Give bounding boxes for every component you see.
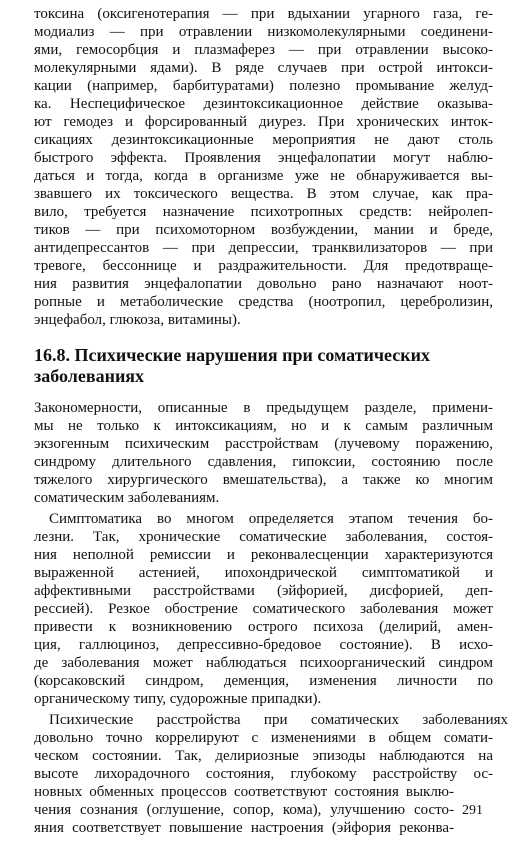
text-line: выраженной астенией, ипохондрической симптоматикой и bbox=[34, 565, 493, 581]
text-line: органическому типу, судорожные припадки). bbox=[34, 691, 322, 707]
text-line: мы не только к интоксикациям, но и к самым различным bbox=[34, 418, 493, 434]
text-line: токсина (оксигенотерапия — при вдыхании угарного газа, ге- bbox=[34, 6, 493, 22]
text-line: лезни. Так, хронические соматические заболевания, состоя- bbox=[34, 529, 493, 545]
text-line: экзогенным психическим расстройствам (лучевому поражению, bbox=[34, 436, 493, 452]
text-line: ют гемодез и форсированный диурез. При хронических инток- bbox=[34, 114, 493, 130]
text-line: синдрому длительного сдавления, гипоксии, состоянию после bbox=[34, 454, 493, 470]
text-line: модиализ — при отравлении низкомолекулярными соединени- bbox=[34, 24, 493, 40]
text-line: Закономерности, описанные в предыдущем разделе, примени- bbox=[34, 400, 493, 416]
text-line: (корсаковский синдром, деменция, изменения личности по bbox=[34, 673, 493, 689]
text-line: рессией). Резкое обострение соматического заболевания может bbox=[34, 601, 493, 617]
text-line: ка. Неспецифическое дезинтоксикационное действие оказыва- bbox=[34, 96, 493, 112]
text-line: Симптоматика во многом определяется этапом течения бо- bbox=[49, 511, 493, 527]
text-line: ния развития энцефалопатии довольно рано назначают ноот- bbox=[34, 276, 493, 292]
text-line: яния соответствует повышение настроения (эйфория реконва- bbox=[34, 820, 454, 836]
text-line: даться и тогда, когда в организме уже не обнаруживается вы- bbox=[34, 168, 493, 184]
text-line: тревоге, бессоннице и раздражительности. Для предотвраще- bbox=[34, 258, 493, 274]
text-line: привести к возникновению острого психоза (делирий, амен- bbox=[34, 619, 493, 635]
text-line: быстрого эффекта. Проявления энцефалопатии могут наблю- bbox=[34, 150, 493, 166]
text-line: новных обменных процессов соответствуют состояния выклю- bbox=[34, 784, 454, 800]
text-line: сикациях дезинтоксикационные мероприятия не дают столь bbox=[34, 132, 493, 148]
text-line: высоте лихорадочного состояния, глубокому расстройству ос- bbox=[34, 766, 493, 782]
text-line: тиков — при психомоторном возбуждении, мании и бреде, bbox=[34, 222, 493, 238]
text-line: ропные и метаболические средства (ноотропил, церебролизин, bbox=[34, 294, 493, 310]
text-line: энцефабол, глюкоза, витамины). bbox=[34, 312, 241, 328]
text-line: молекулярными ядами). В ряде случаев при острой интокси- bbox=[34, 60, 493, 76]
section-heading-line: 16.8. Психические нарушения при соматических bbox=[34, 345, 430, 365]
text-line: ями, гемосорбция и плазмаферез — при отравлении высоко- bbox=[34, 42, 493, 58]
text-line: Психические расстройства при соматических заболеваниях bbox=[49, 712, 508, 728]
text-line: довольно точно коррелируют с изменениями в общем сомати- bbox=[34, 730, 493, 746]
text-line: вило, требуется назначение психотропных средств: нейролеп- bbox=[34, 204, 493, 220]
text-line: ция, галлюциноз, депрессивно-бредовое состояние). В исхо- bbox=[34, 637, 493, 653]
text-line: тяжелого хирургического вмешательства), а также ко многим bbox=[34, 472, 493, 488]
text-line: кации (например, барбитуратами) полезно промывание желуд- bbox=[34, 78, 493, 94]
section-heading-line: заболеваниях bbox=[34, 366, 145, 386]
text-line: аффективными расстройствами (эйфорией, дисфорией, деп- bbox=[34, 583, 493, 599]
text-line: ния неполной ремиссии и реконвалесценции характеризуются bbox=[34, 547, 493, 563]
text-line: де заболевания может наблюдаться психоорганический синдром bbox=[34, 655, 493, 671]
text-line: чения сознания (оглушение, сопор, кома), улучшению состо- bbox=[34, 802, 454, 818]
page-number: 291 bbox=[462, 803, 483, 818]
text-line: антидепрессантов — при депрессии, транквилизаторов — при bbox=[34, 240, 493, 256]
text-line: ческом состоянии. Так, делириозные эпизоды наблюдаются на bbox=[34, 748, 493, 764]
text-line: соматическим заболеваниям. bbox=[34, 490, 220, 506]
text-line: звавшего их токсического вещества. В этом случае, как пра- bbox=[34, 186, 493, 202]
